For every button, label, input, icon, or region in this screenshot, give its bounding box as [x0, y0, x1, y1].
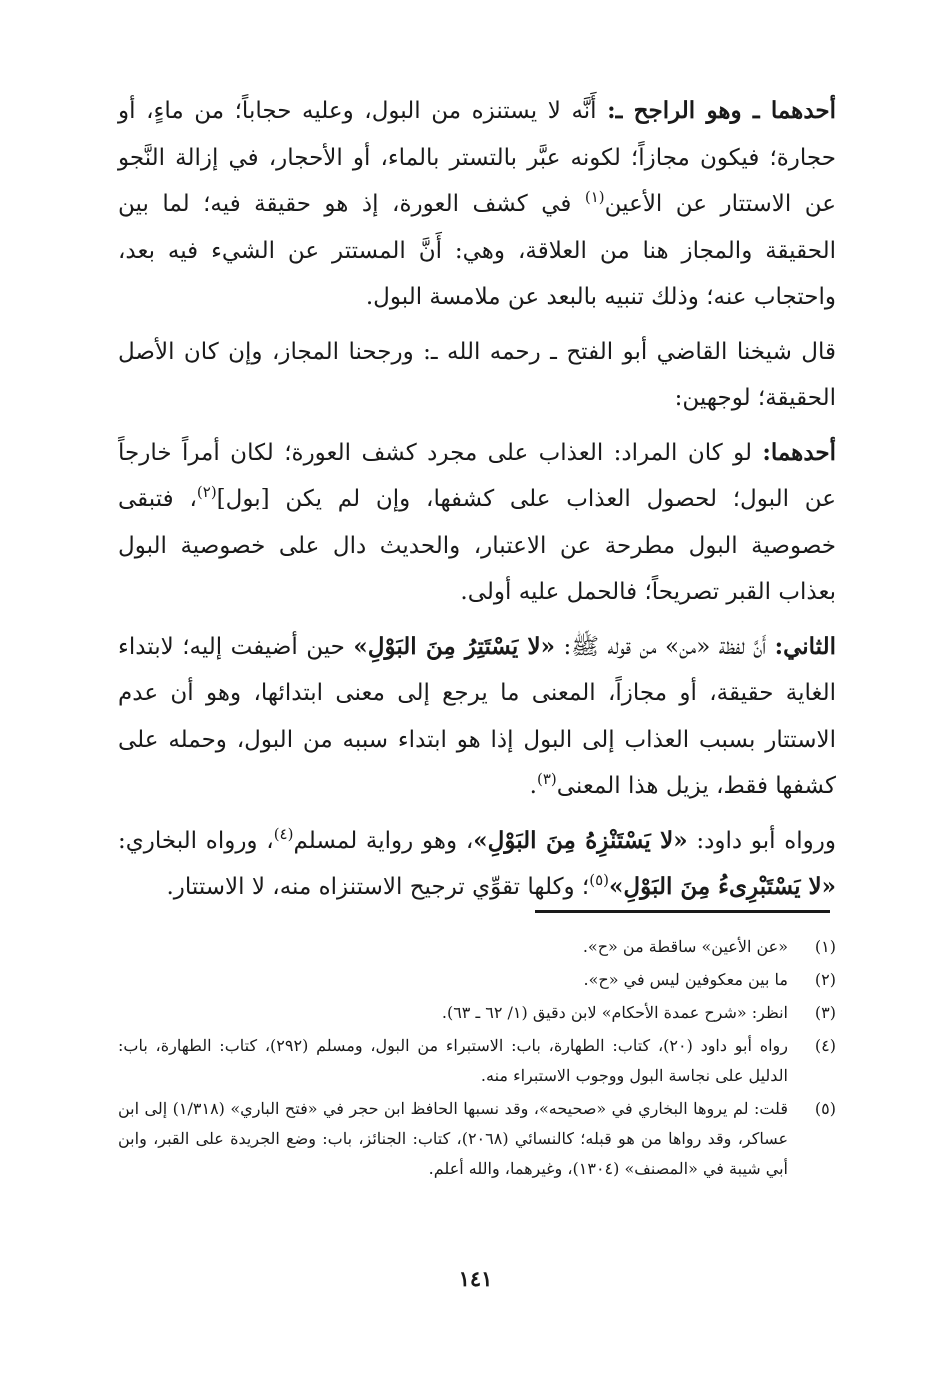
footnote-text: قلت: لم يروها البخاري في «صحيحه»، وقد نسبها الحافظ ابن حجر في «فتح الباري» (١/٣١٨) إلى ابن عساكر، وقد رواها من هو قبله؛ كالنسائي (٢٠٦٨)، كتاب: الجنائز، باب: وضع الجريدة على القبر، وابن أبي شيبة في «المصنف» (١٣٠٤)، وغيرهما، والله أعلم. [118, 1099, 789, 1178]
footnote-item [118, 998, 836, 1028]
paragraph-5 [118, 818, 836, 911]
paragraph-text: لو كان المراد: العذاب على مجرد كشف العورة؛ لكان أمراً خارجاً عن البول؛ لحصول العذاب على كشفها، وإن لم يكن [بول] [118, 439, 836, 512]
main-text [118, 88, 836, 919]
paragraph-text: ، فتبقى خصوصية البول مطرحة عن الاعتبار، والحديث دال على خصوصية البول بعذاب القبر تصريحاً؛ فالحمل عليه أولى. [118, 486, 836, 605]
paragraph-1 [118, 88, 836, 321]
paragraph-text: ، وهو رواية لمسلم [293, 827, 474, 854]
paragraph-text: ؛ وكلها تقوِّي ترجيح الاستنزاه منه، لا الاستتار. [166, 874, 590, 900]
paragraph-4 [118, 624, 836, 810]
paragraph-3 [118, 430, 836, 616]
footnotes [118, 932, 836, 1187]
paragraph-text: حين أضيفت إليه؛ لابتداء الغاية حقيقة، أو مجازاً، المعنى ما يرجع إلى معنى ابتدائها، وهو أن عدم الاستتار بسبب العذاب إلى البول إذا هو ابتداء سببه من البول، وحمله على كشفها فقط، يزيل هذا المعنى [118, 633, 836, 799]
footnote-text: رواه أبو داود (٢٠)، كتاب: الطهارة، باب: الاستبراء من البول، ومسلم (٢٩٢)، كتاب: الطهارة، باب: الدليل على نجاسة البول ووجوب الاستبراء منه. [118, 1036, 789, 1085]
footnote-number: (١) [814, 937, 836, 956]
paragraph-text: أَنَّه لا يستنزه من البول، وعليه حجاباً؛ من ماءٍ، أو حجارة؛ فيكون مجازاً؛ لكونه عبَّر بالتستر بالماء، أو الأحجار، في إزالة النَّجو عن الاستتار عن الأعين [118, 98, 836, 217]
footnote-ref-3[interactable]: (٣) [536, 770, 557, 788]
footnote-number: (٥) [814, 1099, 836, 1118]
footnote-item [118, 932, 836, 962]
footnote-item [118, 1094, 836, 1184]
footnote-ref-4[interactable]: (٤) [273, 824, 294, 843]
page-number: ١٤١ [458, 1266, 493, 1291]
paragraph-lead: الثاني: [774, 632, 836, 660]
hadith-quote: «لا يَسْتَبْرِىءُ مِنَ البَوْلِ» [609, 873, 836, 900]
footnote-ref-1[interactable]: (١) [584, 188, 605, 206]
footnote-number: (٣) [814, 1003, 836, 1022]
paragraph-text: ورواه أبو داود: [687, 827, 836, 854]
hadith-quote: «لا يَسْتَتِرُ مِنَ البَوْلِ» [353, 632, 555, 660]
footnote-text: «عن الأعين» ساقطة من «ح». [582, 937, 788, 956]
paragraph-text: في كشف العورة، إذ هو حقيقة فيه؛ لما بين الحقيقة والمجاز هنا من العلاقة، وهي: أَنَّ المستتر عن الشيء فيه بعد، واحتجاب عنه؛ وذلك تنبيه بالبعد عن ملامسة البول. [118, 191, 836, 310]
footnote-number: (٢) [814, 970, 836, 989]
footnote-ref-5[interactable]: (٥) [589, 871, 610, 889]
paragraph-lead: أحدهما: [762, 438, 836, 466]
paragraph-text: . [529, 773, 537, 799]
footnote-item [118, 965, 836, 995]
footnote-number: (٤) [814, 1036, 836, 1055]
footnote-text: انظر: «شرح عمدة الأحكام» لابن دقيق (١/ ٦٢ ـ ٦٣). [441, 1003, 788, 1022]
paragraph-lead: أحدهما ـ وهو الراجح ـ: [607, 97, 836, 124]
footnote-text: ما بين معكوفين ليس في «ح». [583, 970, 788, 989]
footnote-item [118, 1031, 836, 1091]
paragraph-text: ، ورواه البخاري: [118, 827, 274, 854]
hadith-quote: «لا يَسْتَنْزِهُ مِنَ البَوْلِ» [473, 826, 688, 854]
footnote-ref-2[interactable]: (٢) [196, 483, 217, 501]
footnote-divider [535, 910, 830, 913]
paragraph-text: قال شيخنا القاضي أبو الفتح ـ رحمه الله ـ: ورجحنا المجاز، وإن كان الأصل الحقيقة؛ لوجهين: [118, 338, 836, 411]
paragraph-text: أَنَّ لفظة «من» من قوله ﷺ: [554, 633, 775, 660]
paragraph-2 [118, 329, 836, 422]
